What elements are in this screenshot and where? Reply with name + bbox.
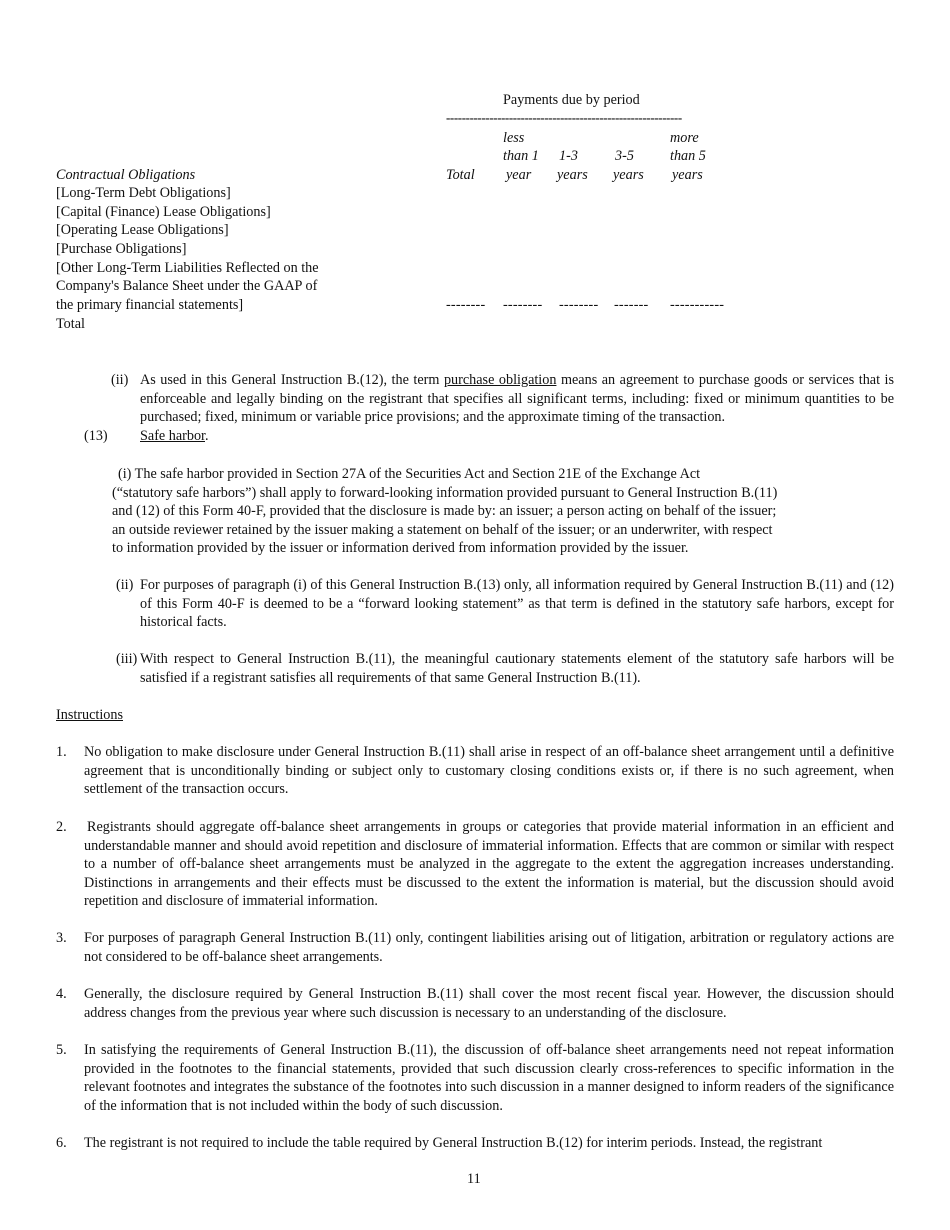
- paragraph-text: No obligation to make disclosure under General Instruction B.(11) shall arise in respect of an off-balance sheet arrangement until a definitive agreement that is unconditionally binding or subject only to customary closing conditions exists or, if there is no such agreement, when settlement of the transaction occurs.: [84, 744, 894, 798]
- paragraph-text: In satisfying the requirements of General Instruction B.(11), the discussion of off-balance sheet arrangements need not repeat information provided in the footnotes to the financial statements, provided that such discussion clearly cross-references to specific information in the relevant footnotes and integrates the substance of the footnotes into such discussion in a manner designed to inform readers of the significance of the information that is not included within the body of such discussion.: [84, 1042, 894, 1114]
- subtotal-rule: --------: [446, 297, 486, 313]
- col-header-gt5-l3: years: [672, 167, 703, 183]
- col-header-label: Contractual Obligations: [56, 167, 196, 183]
- item-number: 1.: [56, 744, 67, 760]
- paragraph-line: an outside reviewer retained by the issuer making a statement on behalf of the issuer; or an underwriter, with respect: [112, 522, 773, 538]
- total-label: Total: [56, 316, 85, 332]
- item-number: 3.: [56, 930, 67, 946]
- col-header-3-5-l1: 3-5: [615, 148, 634, 164]
- item-number: (ii): [111, 372, 129, 388]
- paragraph-text: Generally, the disclosure required by General Instruction B.(11) shall cover the most recent fiscal year. However, the discussion should address changes from the previous year where such discussion is necessary to an understanding of the disclosure.: [84, 986, 894, 1021]
- col-header-lt1-l3: year: [506, 167, 532, 183]
- row-label: [Purchase Obligations]: [56, 241, 187, 257]
- row-label: [Long-Term Debt Obligations]: [56, 185, 231, 201]
- item-number: (ii): [116, 577, 134, 593]
- col-header-1-3-l2: years: [557, 167, 588, 183]
- col-header-total: Total: [446, 167, 475, 183]
- instructions-heading: Instructions: [56, 707, 123, 723]
- subtotal-rule: --------: [559, 297, 599, 313]
- paragraph-text: For purposes of paragraph General Instruction B.(11) only, contingent liabilities arising out of litigation, arbitration or regulatory actions are not considered to be off-balance sheet arrangements.: [84, 930, 894, 965]
- section-title: Safe harbor.: [140, 428, 209, 444]
- period-rule: ------------------------------------------------------------: [446, 110, 682, 125]
- paragraph-text: For purposes of paragraph (i) of this General Instruction B.(13) only, all information required by General Instruction B.(11) and (12) of this Form 40-F is deemed to be a “forward looking statement” as that term is defined in the statutory safe harbors, except for historical facts.: [140, 577, 894, 631]
- row-label: [Other Long-Term Liabilities Reflected on the: [56, 260, 319, 276]
- paragraph-text: Registrants should aggregate off-balance sheet arrangements in groups or categories that provide material information in an efficient and understandable manner and should avoid repetition and disclosure of immaterial information. Effects that are common or similar with respect to a number of off-balance sheet arrangements must be analyzed in the aggregate to the extent the aggregation increases understanding. Distinctions in arrangements and their effects must be discussed to the extent the information is material, but the discussion should avoid repetition and disclosure of immaterial information.: [84, 819, 894, 910]
- item-number: (13): [84, 428, 108, 444]
- row-label: Company's Balance Sheet under the GAAP of: [56, 278, 318, 294]
- item-number: 5.: [56, 1042, 67, 1058]
- row-label: [Capital (Finance) Lease Obligations]: [56, 204, 271, 220]
- item-number: (iii): [116, 651, 138, 667]
- paragraph-line: (“statutory safe harbors”) shall apply to forward-looking information provided pursuant to General Instruction B.(11): [112, 485, 778, 501]
- paragraph-line: to information provided by the issuer or information derived from information provided by the issuer.: [112, 540, 689, 556]
- item-number: 6.: [56, 1135, 67, 1151]
- row-label: the primary financial statements]: [56, 297, 244, 313]
- col-header-lt1-l1: less: [503, 130, 525, 146]
- paragraph-line: and (12) of this Form 40-F, provided that the disclosure is made by: an issuer; a person acting on behalf of the issuer;: [112, 503, 777, 519]
- col-header-lt1-l2: than 1: [503, 148, 539, 164]
- subtotal-rule: -----------: [670, 297, 725, 313]
- paragraph-text: The registrant is not required to include the table required by General Instruction B.(12) for interim periods. Instead, the registrant: [84, 1135, 823, 1151]
- defined-term: purchase obligation: [443, 372, 557, 388]
- paragraph-line: (i) The safe harbor provided in Section 27A of the Securities Act and Section 21E of the Exchange Act: [118, 466, 701, 482]
- col-header-gt5-l1: more: [670, 130, 699, 146]
- subtotal-rule: --------: [503, 297, 543, 313]
- item-number: 4.: [56, 986, 67, 1002]
- col-header-1-3-l1: 1-3: [559, 148, 578, 164]
- col-header-3-5-l2: years: [613, 167, 644, 183]
- row-label: [Operating Lease Obligations]: [56, 222, 229, 238]
- paragraph-text: With respect to General Instruction B.(11), the meaningful cautionary statements element of the statutory safe harbors will be satisfied if a registrant satisfies all requirements of that same General Instruction B.(11).: [140, 651, 894, 686]
- paragraph-text: As used in this General Instruction B.(12), the term purchase obligation means an agreement to purchase goods or services that is enforceable and legally binding on the registrant that specifies all significant terms, including: fixed or minimum quantities to be purchased; fixed, minimum or variable price provisions; and the approximate timing of the transaction.: [140, 372, 895, 426]
- item-number: 2.: [56, 819, 67, 835]
- col-header-gt5-l2: than 5: [670, 148, 706, 164]
- period-header: Payments due by period: [503, 92, 640, 108]
- subtotal-rule: -------: [614, 297, 649, 313]
- page-number: 11: [467, 1171, 481, 1187]
